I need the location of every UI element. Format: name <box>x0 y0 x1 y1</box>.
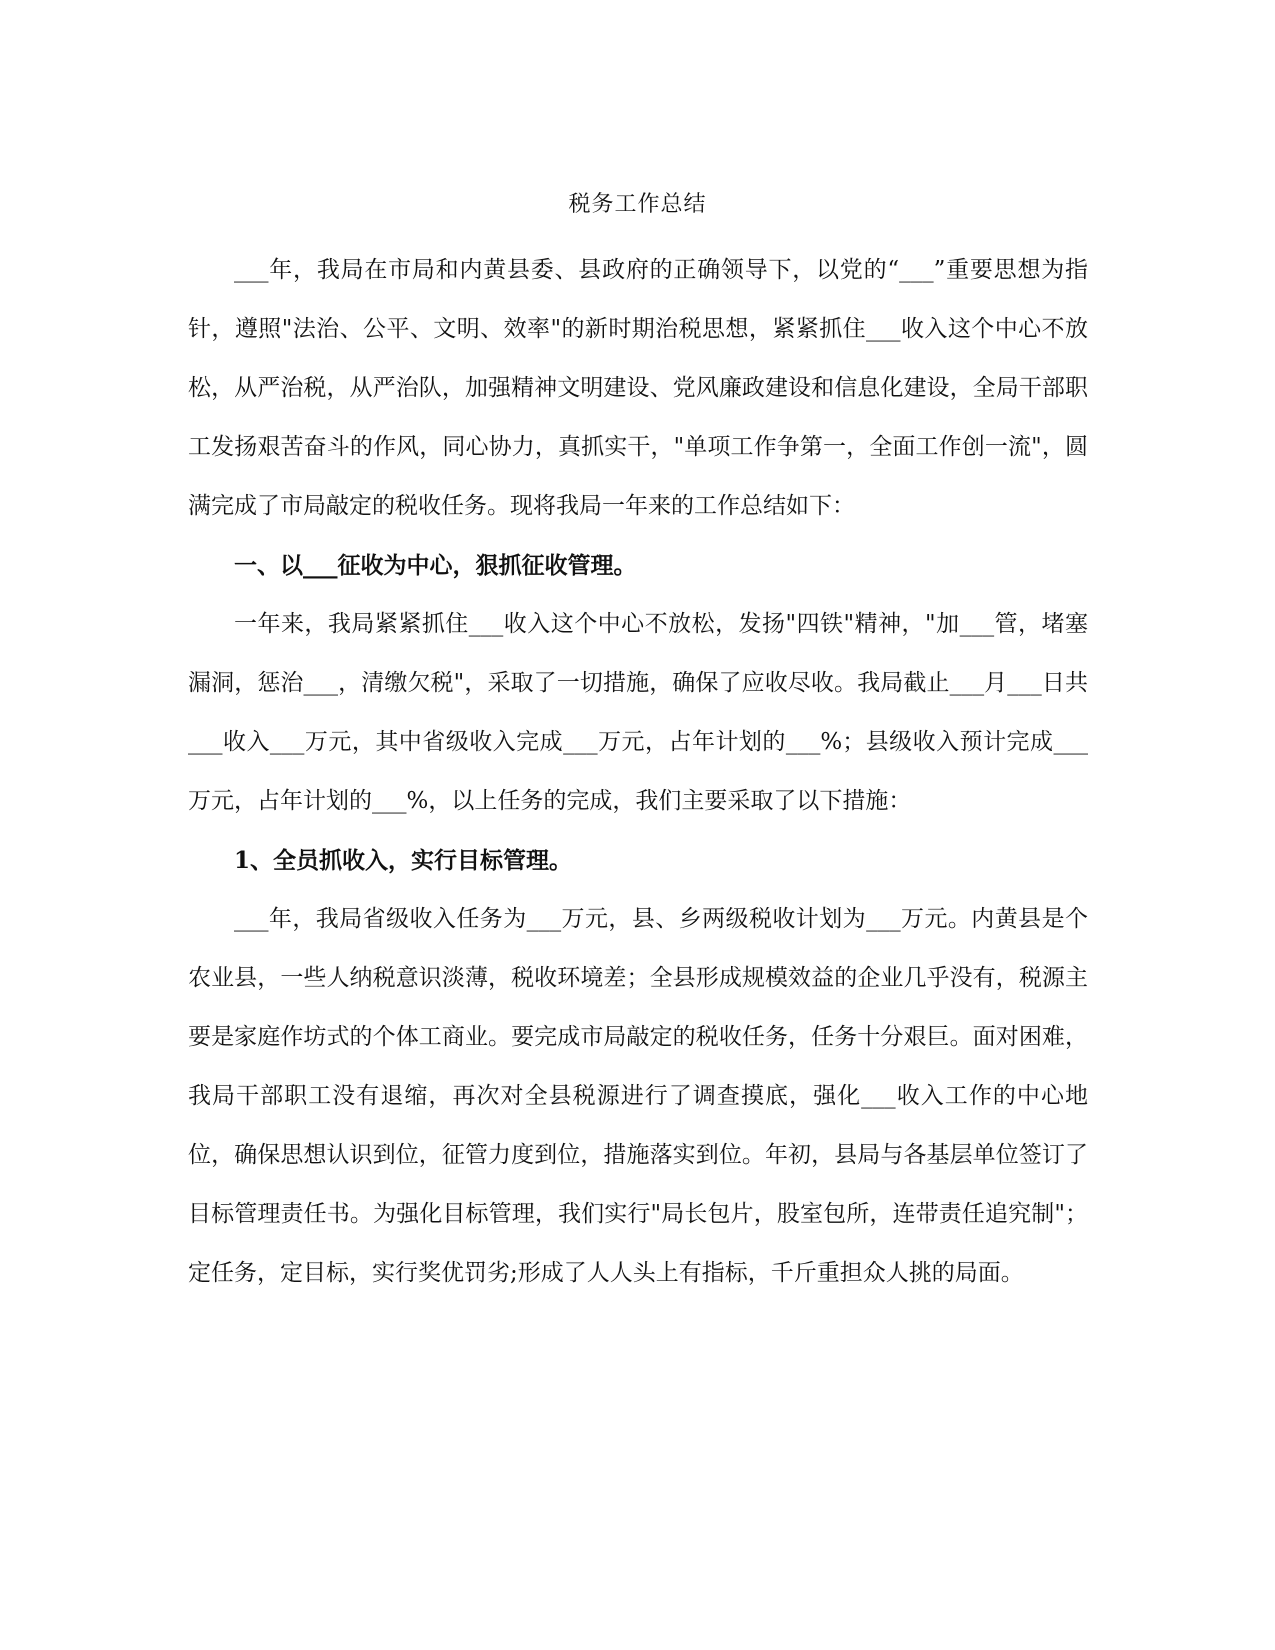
document-body-section-1 <box>188 241 1088 1303</box>
section-1-paragraph: 一年来，我局紧紧抓住___收入这个中心不放松，发扬"四铁"精神，"加___管，堵塞漏洞，惩治___，清缴欠税"，采取了一切措施，确保了应收尽收。我局截止___月___日共___收入___万元，其中省级收入完成___万元，占年计划的___%；县级收入预计完成___万元，占年计划的___%，以上任务的完成，我们主要采取了以下措施： <box>188 611 1088 814</box>
subsection-heading-1: 1、全员抓收入，实行目标管理。 <box>234 847 573 874</box>
intro-paragraph: ___年，我局在市局和内黄县委、县政府的正确领导下，以党的“___”重要思想为指针，遵照"法治、公平、文明、效率"的新时期治税思想，紧紧抓住___收入这个中心不放松，从严治税，从严治队，加强精神文明建设、党风廉政建设和信息化建设，全局干部职工发扬艰苦奋斗的作风，同心协力，真抓实干，"单项工作争第一，全面工作创一流"，圆满完成了市局敲定的税收任务。现将我局一年来的工作总结如下： <box>188 257 1088 519</box>
subsection-1-paragraph: ___年，我局省级收入任务为___万元，县、乡两级税收计划为___万元。内黄县是个农业县，一些人纳税意识淡薄，税收环境差；全县形成规模效益的企业几乎没有，税源主要是家庭作坊式的个体工商业。要完成市局敲定的税收任务，任务十分艰巨。面对困难，我局干部职工没有退缩，再次对全县税源进行了调查摸底，强化___收入工作的中心地位，确保思想认识到位，征管力度到位，措施落实到位。年初，县局与各基层单位签订了目标管理责任书。为强化目标管理，我们实行"局长包片，股室包所，连带责任追究制"；定任务，定目标，实行奖优罚劣;形成了人人头上有指标，千斤重担众人挑的局面。 <box>188 906 1088 1286</box>
document-title: 税务工作总结 <box>568 192 707 217</box>
section-heading-1: 一、以___征收为中心，狠抓征收管理。 <box>234 552 637 579</box>
